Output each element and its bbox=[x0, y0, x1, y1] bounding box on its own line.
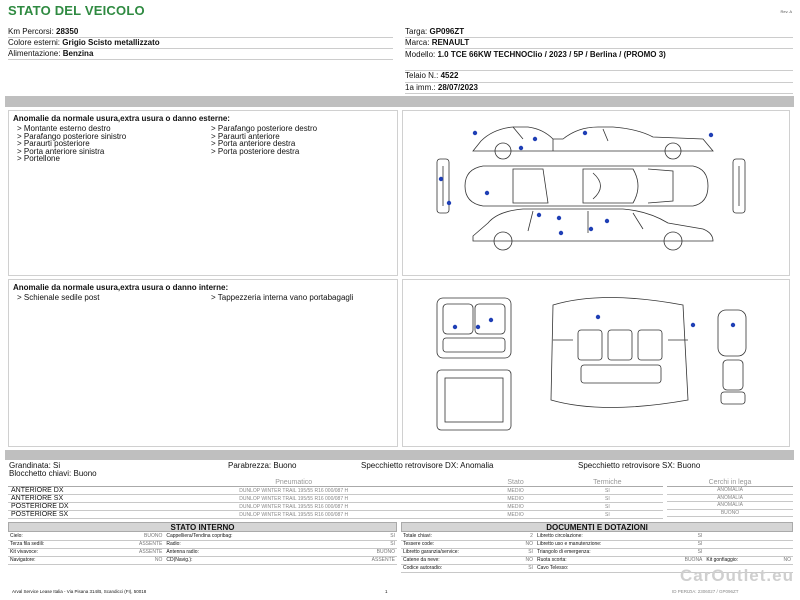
marca-value: RENAULT bbox=[431, 38, 470, 47]
table-row: Terza fila sedili: ASSENTE Radio: SI bbox=[10, 541, 395, 547]
table-row: Libretto garanzia/service: SI Triangolo di emergenza: SI bbox=[401, 548, 793, 556]
table-row: ANOMALIA bbox=[667, 502, 793, 510]
list-item: > Montante esterno destro bbox=[17, 124, 111, 133]
interior-anomalies-panel bbox=[8, 279, 398, 447]
targa-value: GP096ZT bbox=[429, 27, 465, 36]
list-item: > Paraurti anteriore bbox=[211, 131, 280, 141]
footer-perizia-id: ID PERIZIA: 2306027 / GP096ZT bbox=[672, 589, 739, 594]
conditions-divider bbox=[5, 450, 794, 460]
exterior-list-col1 bbox=[17, 125, 126, 163]
exterior-car-diagram bbox=[402, 110, 790, 276]
km-row: Km Percorsi: 28350 bbox=[8, 27, 393, 38]
documenti-section bbox=[401, 522, 793, 573]
table-row: Tessere code: NO Libretto uso e manutenzione: SI bbox=[401, 540, 793, 548]
interior-car-diagram bbox=[402, 279, 790, 447]
list-item: > Parafango posteriore destro bbox=[211, 124, 318, 133]
table-row: POSTERIORE SX DUNLOP WINTER TRAIL 195/55 R16 000/087 H MEDIO SI bbox=[8, 511, 663, 519]
col-termiche: Termiche bbox=[552, 479, 663, 487]
km-value: 28350 bbox=[56, 27, 79, 36]
telaio-row: Telaio N.: 4522 bbox=[405, 71, 793, 83]
table-row: Kit vivavoce: ASSENTE Antenna radio: BUONO bbox=[10, 549, 395, 555]
imm-row: 1a imm.: 28/07/2023 bbox=[405, 83, 793, 94]
modello-row: Modello: 1.0 TCE 66KW TECHNOClio / 2023 / 5P / Berlina / (PROMO 3) bbox=[405, 49, 793, 71]
colore-row: Colore esterni: Grigio Scisto metallizzato bbox=[8, 38, 393, 49]
header-left bbox=[8, 27, 393, 60]
stato-interno-section bbox=[8, 522, 397, 565]
exterior-title: Anomalie da normale usura,extra usura o danno esterne: bbox=[13, 114, 230, 123]
table-row: ANTERIORE DX DUNLOP WINTER TRAIL 195/55 R16 000/087 H MEDIO SI bbox=[8, 487, 663, 495]
colore-value: Grigio Scisto metallizzato bbox=[62, 38, 160, 47]
list-item: > Tappezzeria interna vano portabagagli bbox=[211, 293, 354, 302]
footer-page-number: 1 bbox=[385, 589, 388, 594]
footer-company: Arval Service Lease Italia - Via Pisana 314/B, Scandicci (FI), 50018 bbox=[12, 589, 147, 594]
table-row: BUONO bbox=[667, 509, 793, 517]
specchietto-sx-label: Specchietto retrovisore SX: Buono bbox=[578, 461, 701, 470]
table-row: Codice autoradio: SI Cavo Telesso: bbox=[401, 564, 793, 572]
table-row: Totale chiavi: 2 Libretto circolazione: SI bbox=[401, 532, 793, 540]
stato-interno-title: STATO INTERNO bbox=[8, 522, 397, 532]
modello-value: 1.0 TCE 66KW TECHNOClio / 2023 / 5P / Berlina / (PROMO 3) bbox=[437, 50, 666, 59]
table-row: Navigatore: NO CD(Navig.): ASSENTE bbox=[10, 557, 395, 563]
car-interior-svg bbox=[403, 280, 789, 446]
table-row: Cielo: BUONO Cappelliera/Tendina copribag: SI bbox=[10, 532, 395, 539]
col-pneumatico: Pneumatico bbox=[108, 479, 479, 487]
list-item: > Porta anteriore sinistra bbox=[17, 146, 105, 156]
damage-markers bbox=[453, 315, 735, 329]
page-title: STATO DEL VEICOLO bbox=[8, 3, 145, 18]
parabrezza-label: Parabrezza: Buono bbox=[228, 461, 297, 470]
interior-list-col1 bbox=[17, 294, 100, 302]
list-item: > Porta anteriore destra bbox=[211, 139, 296, 148]
documenti-title: DOCUMENTI E DOTAZIONI bbox=[401, 522, 793, 532]
blocchetto-label: Blocchetto chiavi: Buono bbox=[9, 469, 97, 478]
col-stato: Stato bbox=[479, 479, 551, 487]
watermark: CarOutlet.eu bbox=[679, 566, 794, 585]
marca-row: Marca: RENAULT bbox=[405, 38, 793, 49]
col-cerchi: Cerchi in lega bbox=[667, 479, 793, 487]
section-divider bbox=[5, 96, 794, 107]
table-row: ANOMALIA bbox=[667, 494, 793, 502]
cerchi-table bbox=[667, 479, 793, 517]
telaio-value: 4522 bbox=[440, 71, 459, 80]
imm-value: 28/07/2023 bbox=[437, 83, 478, 92]
damage-markers bbox=[439, 131, 713, 235]
tires-table bbox=[8, 479, 663, 519]
table-row: ANOMALIA bbox=[667, 487, 793, 495]
stato-interno-table bbox=[8, 532, 397, 565]
list-item: > Parafango posteriore sinistro bbox=[17, 131, 127, 141]
table-row: ANTERIORE SX DUNLOP WINTER TRAIL 195/55 R16 000/087 H MEDIO SI bbox=[8, 495, 663, 503]
list-item: > Schienale sedile post bbox=[17, 293, 100, 302]
specchietto-dx-label: Specchietto retrovisore DX: Anomalia bbox=[361, 461, 494, 470]
exterior-anomalies-panel bbox=[8, 110, 398, 276]
grandinata-label: Grandinata: Si bbox=[9, 461, 61, 470]
list-item: > Paraurti posteriore bbox=[17, 139, 90, 148]
alimentazione-value: Benzina bbox=[62, 49, 94, 58]
table-row: POSTERIORE DX DUNLOP WINTER TRAIL 195/55 R16 000/087 H MEDIO SI bbox=[8, 503, 663, 511]
revision-label: Rev. A bbox=[780, 9, 792, 14]
exterior-list-col2 bbox=[211, 125, 317, 155]
interior-list-col2 bbox=[211, 294, 371, 302]
table-row: Catene da neve: NO Ruota scorta: BUONA Kit gonfiaggio: NO bbox=[403, 557, 791, 563]
list-item: > Porta posteriore destra bbox=[211, 146, 300, 156]
alimentazione-row: Alimentazione: Benzina bbox=[8, 49, 393, 60]
header-right bbox=[405, 27, 793, 94]
targa-row: Targa: GP096ZT bbox=[405, 27, 793, 38]
list-item: > Portellone bbox=[17, 154, 60, 163]
interior-title: Anomalie da normale usura,extra usura o danno interne: bbox=[13, 283, 229, 292]
car-exterior-svg bbox=[403, 111, 789, 275]
